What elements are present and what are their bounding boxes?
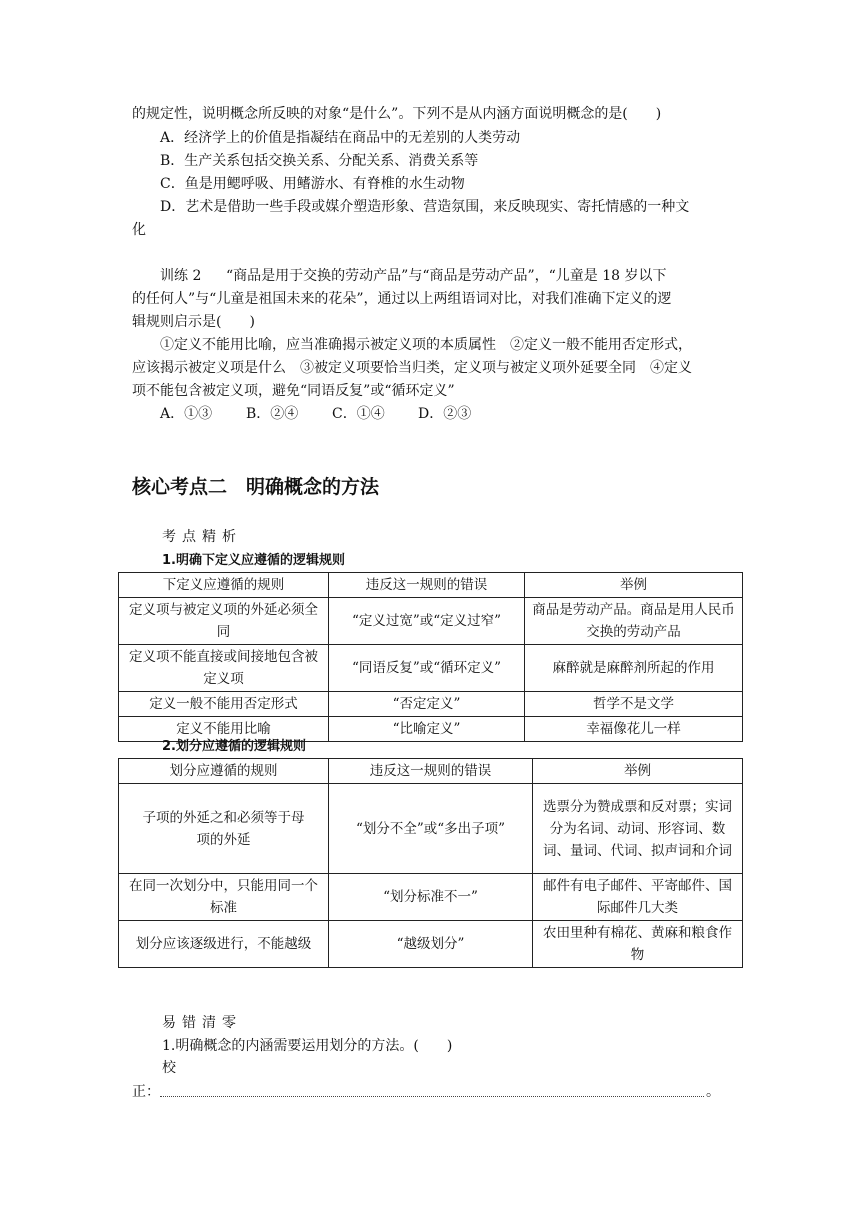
table-cell: 子项的外延之和必须等于母项的外延 xyxy=(119,784,329,874)
choice-a: A．①③ xyxy=(160,406,213,422)
table-cell: 划分应该逐级进行，不能越级 xyxy=(119,921,329,968)
choice-d: D．②③ xyxy=(418,406,472,422)
choice-b: B．②④ xyxy=(246,406,299,422)
table-row xyxy=(119,921,743,968)
table-cell: 麻醉就是麻醉剂所起的作用 xyxy=(525,645,743,692)
section-title: 核心考点二 明确概念的方法 xyxy=(132,476,380,498)
table-cell: “否定定义” xyxy=(329,692,525,717)
table-cell: 农田里种有棉花、黄麻和粮食作物 xyxy=(533,921,743,968)
mistakes-label: 易错清零 xyxy=(162,1015,242,1031)
table-cell: 选票分为赞成票和反对票；实词分为名词、动词、形容词、数词、量词、代词、拟声词和介词 xyxy=(533,784,743,874)
table-row xyxy=(119,645,743,692)
training-text-line: 辑规则启示是( ) xyxy=(132,314,255,330)
header-cell: 违反这一规则的错误 xyxy=(329,759,533,784)
table-cell: “划分不全”或“多出子项” xyxy=(329,784,533,874)
division-rules-table xyxy=(118,758,743,968)
table2-title: 2.划分应遵循的逻辑规则 xyxy=(162,739,306,754)
option-d: D．艺术是借助一些手段或媒介塑造形象、营造氛围，来反映现实、寄托情感的一种文 xyxy=(160,199,690,215)
table-cell: 定义一般不能用否定形式 xyxy=(119,692,329,717)
table-header-row xyxy=(119,759,743,784)
table-cell: “越级划分” xyxy=(329,921,533,968)
option-a: A．经济学上的价值是指凝结在商品中的无差别的人类劳动 xyxy=(160,130,521,146)
training-text-line: “商品是用于交换的劳动产品”与“商品是劳动产品”，“儿童是 18 岁以下 xyxy=(226,268,667,284)
table-cell: 邮件有电子邮件、平寄邮件、国际邮件几大类 xyxy=(533,874,743,921)
option-b: B．生产关系包括交换关系、分配关系、消费关系等 xyxy=(160,153,479,169)
definition-rules-table xyxy=(118,572,743,742)
correction-label-top: 校 xyxy=(162,1060,176,1076)
correction-label: 正： xyxy=(132,1084,160,1100)
table-cell: 在同一次划分中，只能用同一个标准 xyxy=(119,874,329,921)
correction-end-mark: 。 xyxy=(706,1084,720,1100)
question-stem-line: 的规定性，说明概念所反映的对象“是什么”。下列不是从内涵方面说明概念的是( ) xyxy=(132,106,662,122)
choice-c: C．①④ xyxy=(332,406,385,422)
table-cell: “划分标准不一” xyxy=(329,874,533,921)
table-row xyxy=(119,874,743,921)
training-statement-line: ①定义不能用比喻，应当准确揭示被定义项的本质属性 ②定义一般不能用否定形式， xyxy=(160,337,692,353)
training-label: 训练 2 xyxy=(160,268,202,284)
mistake-item-1: 1.明确概念的内涵需要运用划分的方法。( ) xyxy=(162,1038,453,1054)
table-cell: “比喻定义” xyxy=(329,717,525,742)
table-cell: 定义项与被定义项的外延必须全同 xyxy=(119,598,329,645)
header-cell: 举例 xyxy=(533,759,743,784)
correction-answer-line[interactable] xyxy=(160,1096,704,1097)
header-cell: 划分应遵循的规则 xyxy=(119,759,329,784)
header-cell: 举例 xyxy=(525,573,743,598)
table-cell: 商品是劳动产品。商品是用人民币交换的劳动产品 xyxy=(525,598,743,645)
table-cell: “定义过宽”或“定义过窄” xyxy=(329,598,525,645)
table-cell: “同语反复”或“循环定义” xyxy=(329,645,525,692)
table-header-row xyxy=(119,573,743,598)
table-cell: 定义不能用比喻 xyxy=(119,717,329,742)
header-cell: 下定义应遵循的规则 xyxy=(119,573,329,598)
table-cell: 哲学不是文学 xyxy=(525,692,743,717)
header-cell: 违反这一规则的错误 xyxy=(329,573,525,598)
training-statement-line: 项不能包含被定义项，避免“同语反复”或“循环定义” xyxy=(132,383,455,399)
option-d-continuation: 化 xyxy=(132,222,146,238)
option-c: C．鱼是用鳃呼吸、用鳍游水、有脊椎的水生动物 xyxy=(160,176,465,192)
table-row xyxy=(119,598,743,645)
table-cell: 定义项不能直接或间接地包含被定义项 xyxy=(119,645,329,692)
table-row xyxy=(119,692,743,717)
table-cell: 幸福像花儿一样 xyxy=(525,717,743,742)
training-statement-line: 应该揭示被定义项是什么 ③被定义项要恰当归类，定义项与被定义项外延要全同 ④定义 xyxy=(132,360,692,376)
table1-title: 1.明确下定义应遵循的逻辑规则 xyxy=(162,553,345,568)
training-text-line: 的任何人”与“儿童是祖国未来的花朵”，通过以上两组语词对比，对我们准确下定义的逻 xyxy=(132,291,672,307)
analysis-label: 考点精析 xyxy=(162,529,242,545)
table-row xyxy=(119,784,743,874)
